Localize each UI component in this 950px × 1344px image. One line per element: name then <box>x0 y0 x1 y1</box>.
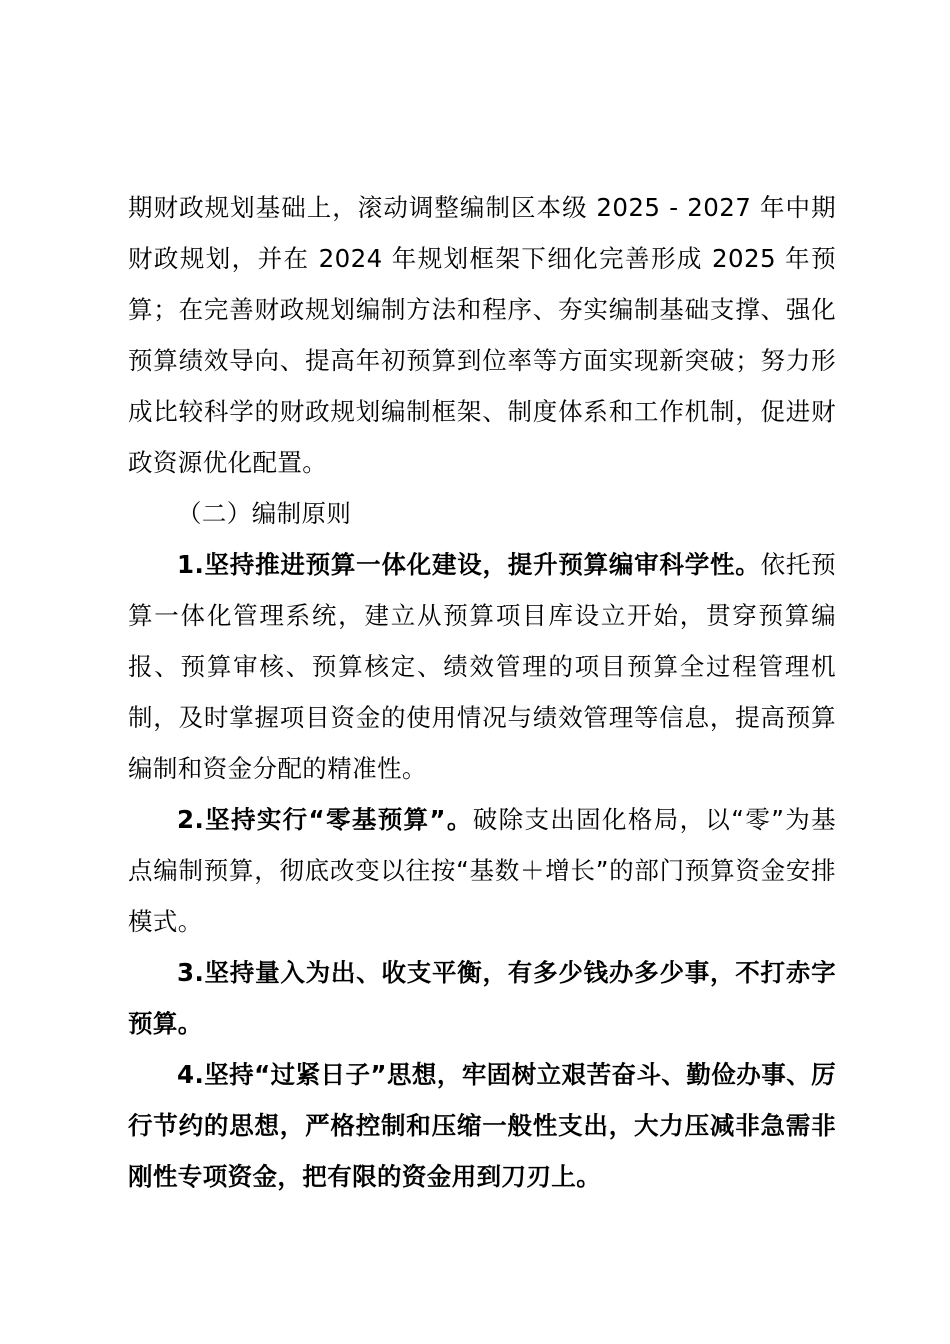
principle-2-lead: 2.坚持实行“零基预算”。 <box>177 805 473 834</box>
principle-2-text: 破除支出固化格局，以“零”为基点编制预算，彻底改变以往按“基数＋增长”的部门预算资金安排模式。 <box>128 805 836 936</box>
section-heading-text: （二）编制原则 <box>177 499 352 528</box>
principle-3-lead: 3.坚持量入为出、收支平衡，有多少钱办多少事，不打赤字预算。 <box>128 958 836 1038</box>
principle-2 <box>128 794 836 947</box>
principle-3 <box>128 947 836 1049</box>
paragraph-text: 期财政规划基础上，滚动调整编制区本级 2025 - 2027 年中期财政规划，并在 2024 年规划框架下细化完善形成 2025 年预算；在完善财政规划编制方法和程序、夯实编制基础支撑、强化预算绩效导向、提高年初预算到位率等方面实现新突破；努力形成比较科学的财政规划编制框架、制度体系和工作机制，促进财政资源优化配置。 <box>128 193 836 477</box>
principle-1-text: 依托预算一体化管理系统，建立从预算项目库设立开始，贯穿预算编报、预算审核、预算核定、绩效管理的项目预算全过程管理机制，及时掌握项目资金的使用情况与绩效管理等信息，提高预算编制和资金分配的精准性。 <box>128 550 837 783</box>
paragraph-continuation <box>128 182 836 488</box>
document-body <box>128 182 836 1202</box>
principle-1-lead: 1.坚持推进预算一体化建设，提升预算编审科学性。 <box>177 550 761 579</box>
principle-4-lead: 4.坚持“过紧日子”思想，牢固树立艰苦奋斗、勤俭办事、厉行节约的思想，严格控制和压缩一般性支出，大力压减非急需非刚性专项资金，把有限的资金用到刀刃上。 <box>128 1060 836 1191</box>
section-heading <box>128 488 836 539</box>
principle-1 <box>128 539 836 794</box>
principle-4 <box>128 1049 836 1202</box>
